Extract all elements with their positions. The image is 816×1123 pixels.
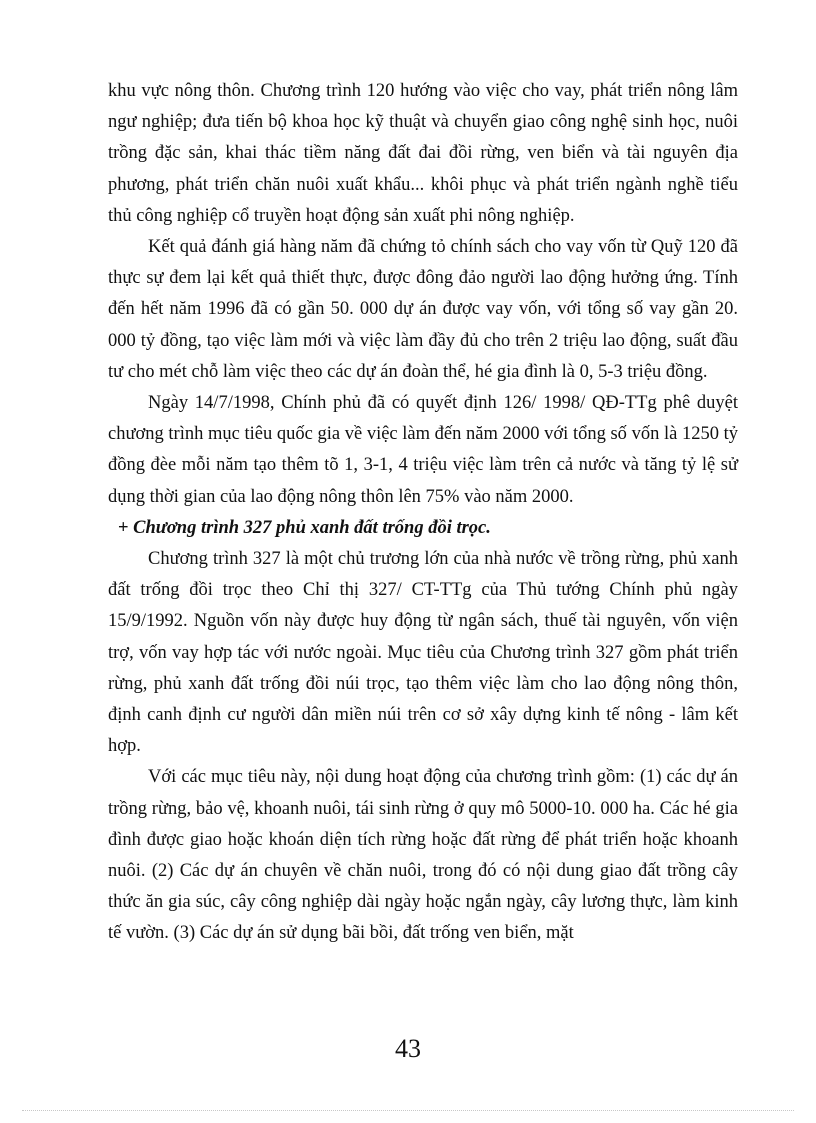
heading-title: Chương trình 327 phủ xanh đất trống đồi trọc. bbox=[133, 517, 491, 538]
heading-prefix: + bbox=[118, 517, 134, 538]
page-bottom-divider bbox=[22, 1110, 794, 1111]
paragraph-program-327-overview: Chương trình 327 là một chủ trương lớn của nhà nước về trồng rừng, phủ xanh đất trống đồi trọc theo Chỉ thị 327/ CT-TTg của Thủ tướng Chính phủ ngày 15/9/1992. Nguồn vốn này được huy động từ ngân sách, thuế tài nguyên, vốn viện trợ, vốn vay hợp tác với nước ngoài. Mục tiêu của Chương trình 327 gồm phát triển rừng, phủ xanh đất trống đồi núi trọc, tạo thêm việc làm cho lao động nông thôn, định canh định cư người dân miền núi trên cơ sở xây dựng kinh tế nông - lâm kết hợp. bbox=[108, 549, 738, 757]
paragraph-program-120-scope: khu vực nông thôn. Chương trình 120 hướng vào việc cho vay, phát triển nông lâm ngư nghiệp; đưa tiến bộ khoa học kỹ thuật và chuyển giao công nghệ sinh học, nuôi trồng đặc sản, khai thác tiềm năng đất đai đồi rừng, ven biển và tài nguyên địa phương, phát triển chăn nuôi xuất khẩu... khôi phục và phát triển ngành nghề tiểu thủ công nghiệp cổ truyền hoạt động sản xuất phi nông nghiệp. bbox=[108, 81, 738, 226]
paragraph-decision-126: Ngày 14/7/1998, Chính phủ đã có quyết định 126/ 1998/ QĐ-TTg phê duyệt chương trình mục tiêu quốc gia về việc làm đến năm 2000 với tổng số vốn là 1250 tỷ đồng đèe mỗi năm tạo thêm tõ 1, 3-1, 4 triệu việc làm trên cả nước và tăng tỷ lệ sử dụng thời gian của lao động nông thôn lên 75% vào năm 2000. bbox=[108, 393, 738, 507]
body-text bbox=[108, 76, 738, 950]
paragraph-program-120-results: Kết quả đánh giá hàng năm đã chứng tỏ chính sách cho vay vốn từ Quỹ 120 đã thực sự đem lại kết quả thiết thực, được đông đảo người lao động hưởng ứng. Tính đến hết năm 1996 đã có gần 50. 000 dự án được vay vốn, với tổng số vay gần 20. 000 tỷ đồng, tạo việc làm mới và việc làm đầy đủ cho trên 2 triệu lao động, suất đầu tư cho mét chỗ làm việc theo các dự án đoàn thể, hé gia đình là 0, 5-3 triệu đồng. bbox=[108, 237, 738, 382]
paragraph-program-327-activities: Với các mục tiêu này, nội dung hoạt động của chương trình gồm: (1) các dự án trồng rừng, bảo vệ, khoanh nuôi, tái sinh rừng ở quy mô 5000-10. 000 ha. Các hé gia đình được giao hoặc khoán diện tích rừng hoặc đất rừng để phát triển hoặc khoanh nuôi. (2) Các dự án chuyên về chăn nuôi, trong đó có nội dung giao đất trồng cây thức ăn gia súc, cây công nghiệp dài ngày hoặc ngắn ngày, cây lương thực, làm kinh tế vườn. (3) Các dự án sử dụng bãi bồi, đất trống ven biển, mặt bbox=[108, 767, 738, 944]
section-heading-program-327 bbox=[108, 513, 738, 544]
page-number: 43 bbox=[395, 1034, 421, 1063]
